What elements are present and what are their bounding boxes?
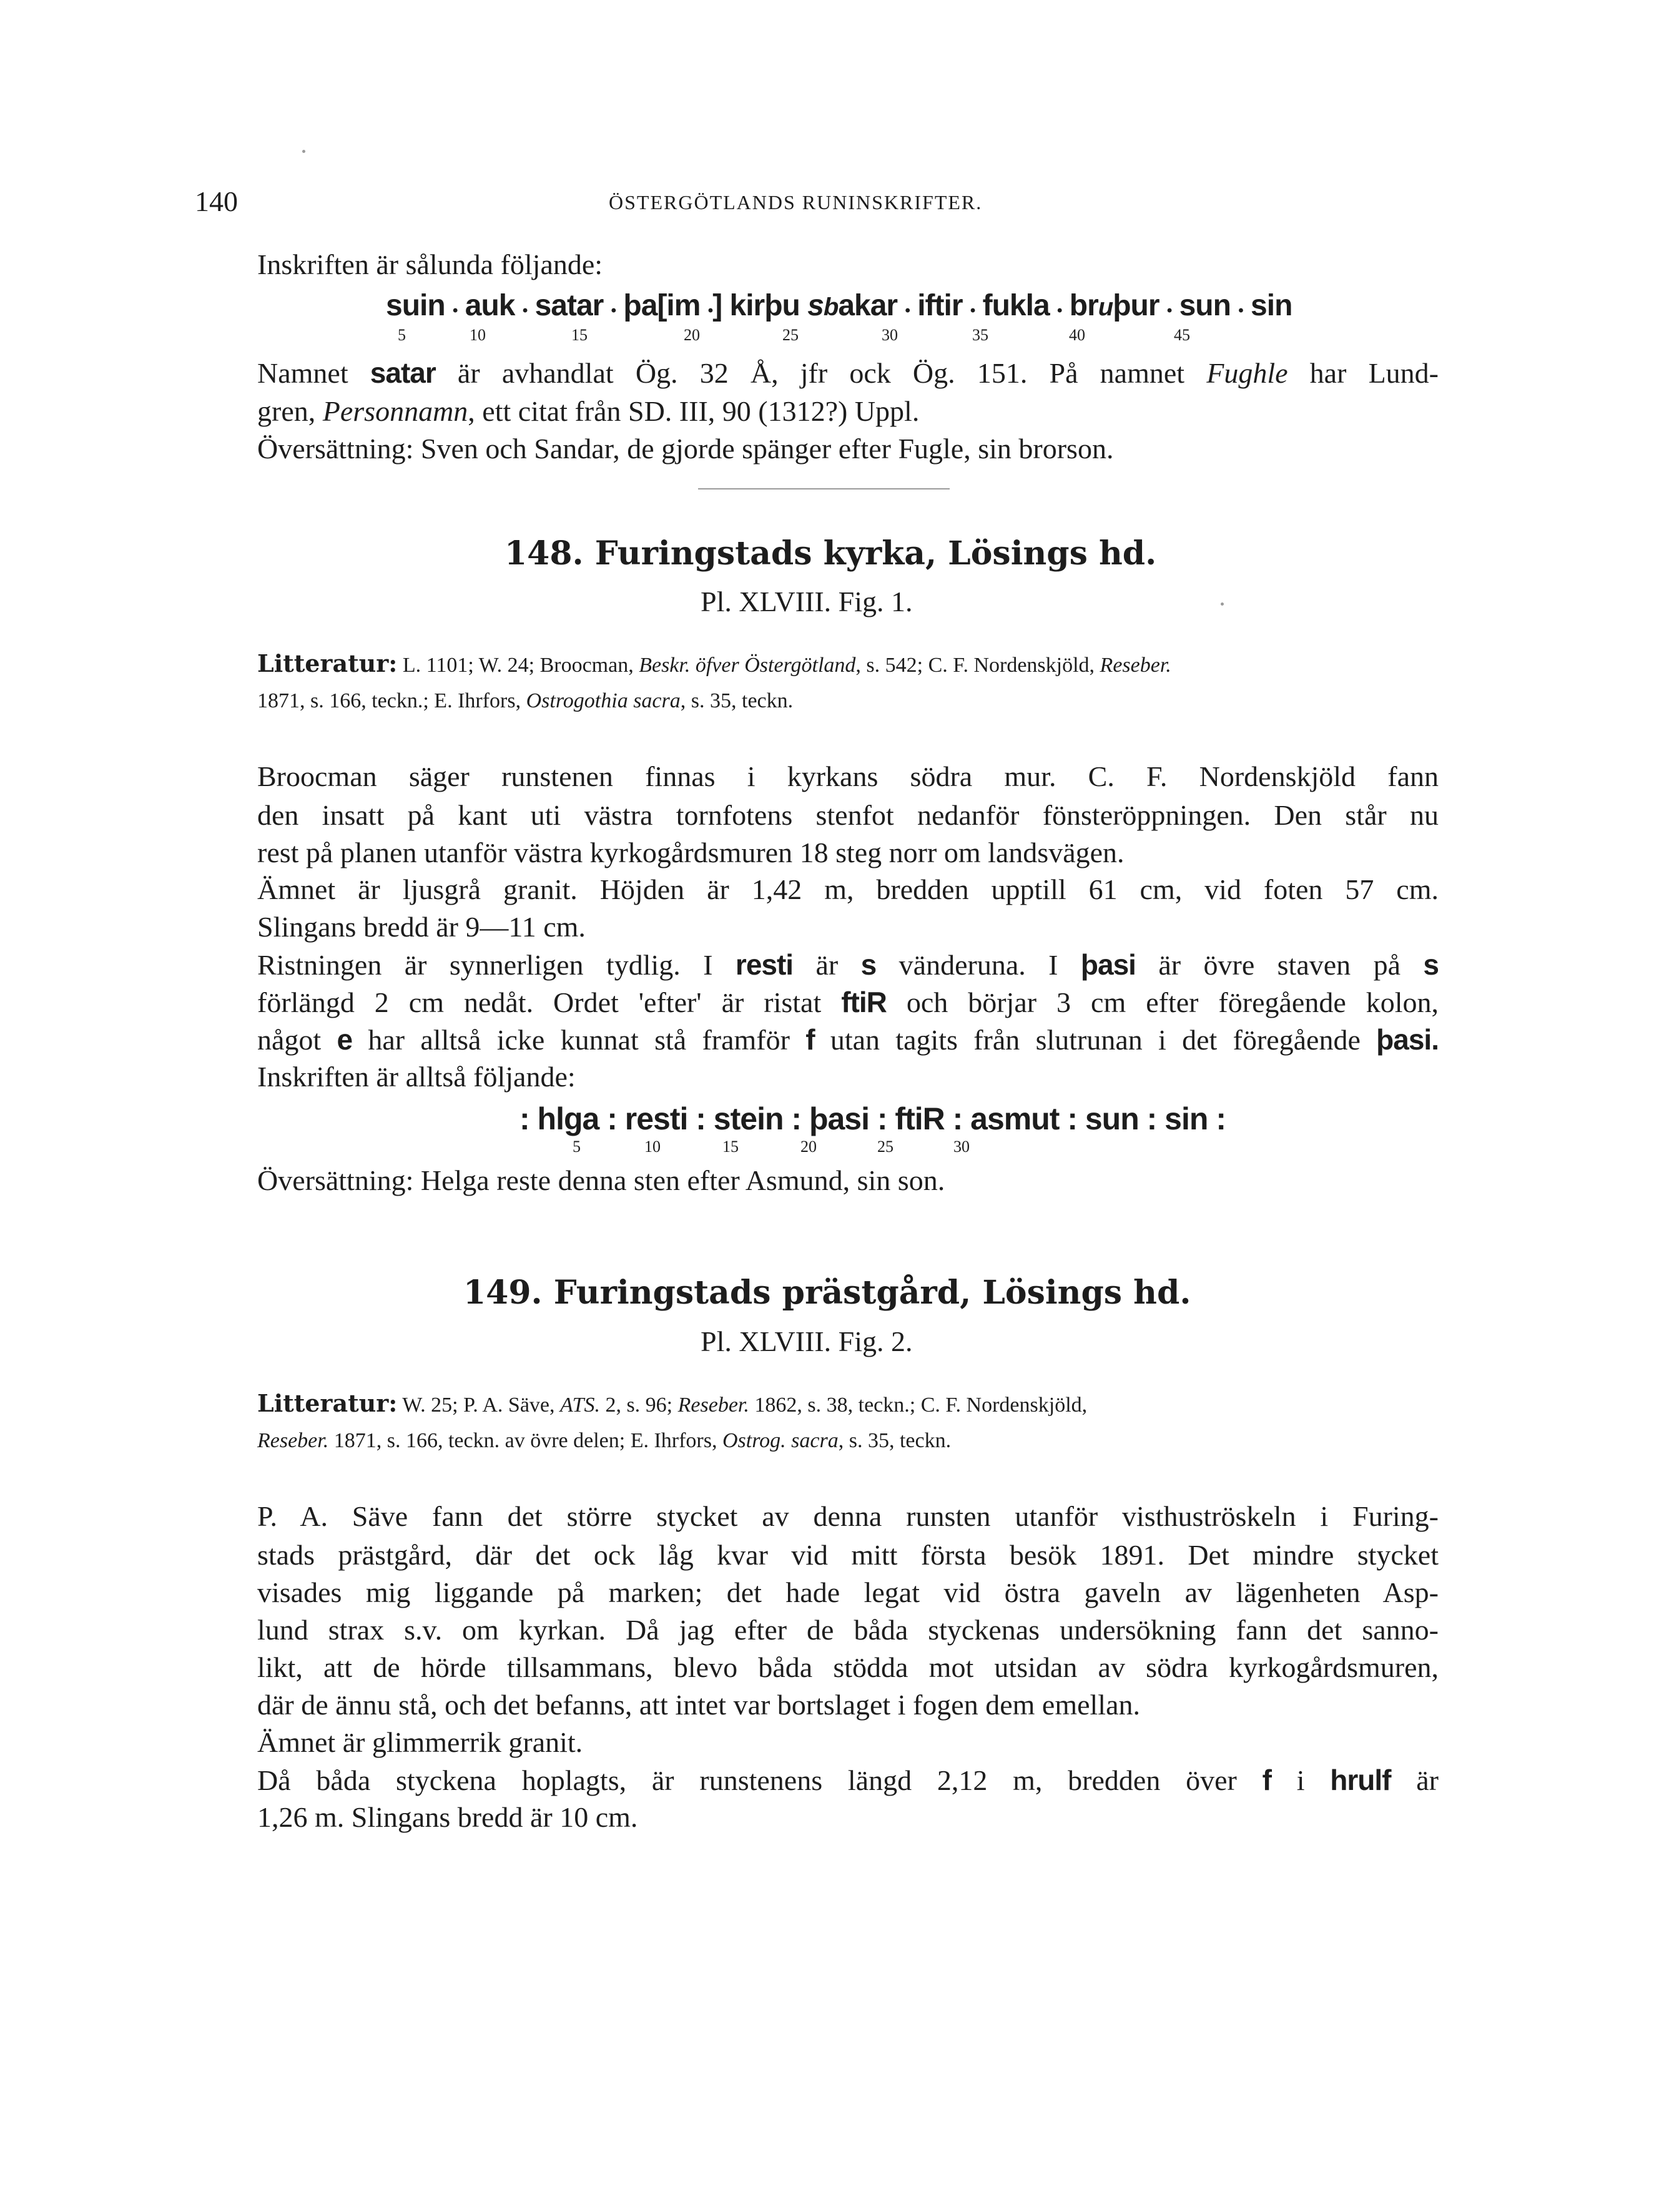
paragraph-line: Slingans bredd är 9—11 cm.: [257, 911, 586, 943]
paragraph-line: visades mig liggande på marken; det hade legat vid östra gaveln av lägenheten Asp-: [257, 1576, 1439, 1608]
paragraph-line: förlängd 2 cm nedåt. Ordet 'efter' är ristat ftiR och börjar 3 cm efter föregående kolon,: [257, 986, 1439, 1018]
paragraph-line: lund strax s.v. om kyrkan. Då jag efter de båda styckenas undersökning fann det sanno-: [257, 1614, 1439, 1646]
runic-transliteration: : hlga : resti : stein : þasi : ftiR : asmut : sun : sin :: [519, 1101, 1226, 1136]
literature-line: Litteratur: L. 1101; W. 24; Broocman, Beskr. öfver Östergötland, s. 542; C. F. Nordenskjöld, Reseber.: [257, 649, 1171, 677]
paragraph-line: gren, Personnamn, ett citat från SD. III, 90 (1312?) Uppl.: [257, 395, 920, 427]
section-heading-149: 149. Furingstads prästgård, Lösings hd.: [463, 1274, 1191, 1312]
paragraph-line: stads prästgård, där det ock låg kvar vid mitt första besök 1891. Det mindre stycket: [257, 1539, 1439, 1571]
paragraph-line: den insatt på kant uti västra tornfotens stenfot nedanför fönsteröppningen. Den står nu: [257, 799, 1439, 831]
inscription-intro: Inskriften är sålunda följande:: [257, 248, 603, 280]
paragraph-line: Ristningen är synnerligen tydlig. I resti är s vänderuna. I þasi är övre staven på s: [257, 948, 1439, 981]
paper-speck: [302, 150, 305, 153]
page-number: 140: [195, 185, 238, 217]
literature-line: Litteratur: W. 25; P. A. Säve, ATS. 2, s. 96; Reseber. 1862, s. 38, teckn.; C. F. Nordenskjöld,: [257, 1389, 1088, 1417]
paragraph-line: något e har alltså icke kunnat stå framför f utan tagits från slutrunan i det föregående þasi.: [257, 1023, 1439, 1056]
section-heading-148: 148. Furingstads kyrka, Lösings hd.: [505, 534, 1157, 573]
runic-transliteration: suin • auk • satar • þa[im •] kirþu sbakar • iftir • fukla • bruþur • sun • sin: [386, 289, 1292, 322]
running-title: ÖSTERGÖTLANDS RUNINSKRIFTER.: [609, 191, 983, 214]
paragraph-line: Broocman säger runstenen finnas i kyrkans södra mur. C. F. Nordenskjöld fann: [257, 760, 1439, 792]
paragraph-line: Namnet satar är avhandlat Ög. 32 Å, jfr ock Ög. 151. På namnet Fughle har Lund-: [257, 356, 1439, 389]
paragraph-line: Ämnet är ljusgrå granit. Höjden är 1,42 m, bredden upptill 61 cm, vid foten 57 cm.: [257, 873, 1439, 905]
paper-speck: [1221, 602, 1224, 606]
paragraph-line: 1,26 m. Slingans bredd är 10 cm.: [257, 1801, 638, 1833]
section-divider: [698, 488, 950, 489]
paragraph-line: likt, att de hörde tillsammans, blevo båda stödda mot utsidan av södra kyrkogårdsmuren,: [257, 1651, 1439, 1683]
translation-147: Översättning: Sven och Sandar, de gjorde spänger efter Fugle, sin brorson.: [257, 433, 1114, 465]
paragraph-line: Då båda styckena hoplagts, är runstenens längd 2,12 m, bredden över f i hrulf är: [257, 1764, 1439, 1796]
paragraph-line: där de ännu stå, och det befanns, att intet var bortslaget i fogen dem emellan.: [257, 1689, 1141, 1721]
plate-reference-148: Pl. XLVIII. Fig. 1.: [701, 586, 913, 617]
paragraph-line: rest på planen utanför västra kyrkogårdsmuren 18 steg norr om landsvägen.: [257, 837, 1125, 868]
translation-148: Översättning: Helga reste denna sten efter Asmund, sin son.: [257, 1164, 945, 1196]
literature-line: Reseber. 1871, s. 166, teckn. av övre delen; E. Ihrfors, Ostrog. sacra, s. 35, teckn.: [257, 1429, 952, 1452]
book-page: 140 ÖSTERGÖTLANDS RUNINSKRIFTER. Inskriften är sålunda följande: suin • auk • satar • þa[im •] kirþu sbakar • iftir • fukla • bruþur • sun • sin 5 10 15 20 25 30 35 40 45 Namnet satar är avhandlat Ög. 32 Å, jfr ock Ög. 151. På namnet Fughle har Lund- gren, Personnamn, ett citat från SD. III, 90 (1312?) Uppl. Översättning: Sven och Sandar, de gjorde spänger efter Fugle, sin brorson. 148. Furingstads kyrka, Lösings hd. Pl. XLVIII. Fig. 1. Litteratur: L. 1101; W. 24; Broocman, Beskr. öfver Östergötland, s. 542; C. F. Nordenskjöld, Reseber. 1871, s. 166, teckn.; E. Ihrfors, Ostrogothia sacra, s. 35, teckn. Broocman säger runstenen finnas i kyrkans södra mur. C. F. Nordenskjöld fann den insatt på kant uti västra tornfotens stenfot nedanför fönsteröppningen. Den står nu rest på planen utanför västra kyrkogårdsmuren 18 steg norr om landsvägen. Ämnet är ljusgrå granit. Höjden är 1,42 m, bredden upptill 61 cm, vid foten 57 cm. Slingans bredd är 9—11 cm. Ristningen är synnerligen tydlig. I resti är s vänderuna. I þasi är övre staven på s förlängd 2 cm nedåt. Ordet 'efter' är ristat ftiR och börjar 3 cm efter föregående kolon, något e har alltså icke kunnat stå framför f utan tagits från slutrunan i det föregående þasi. Inskriften är alltså följande: : hlga : resti : stein : þasi : ftiR : asmut : sun : sin : 5 10 15 20 25 30 Översättning: Helga reste denna sten efter Asmund, sin son. 149. Furingstads prästgård, Lösings hd. Pl. XLVIII. Fig. 2. Litteratur: W. 25; P. A. Säve, ATS. 2, s. 96; Reseber. 1862, s. 38, teckn.; C. F. Nordenskjöld, Reseber. 1871, s. 166, teckn. av övre delen; E. Ihrfors, Ostrog. sacra, s. 35, teckn. P. A. Säve fann det större stycket av denna runsten utanför visthuströskeln i Furing- stads prästgård, där det ock låg kvar vid mitt första besök 1891. Det mindre stycket visades mig liggande på marken; det hade legat vid östra gaveln av lägenheten Asp- lund strax s.v. om kyrkan. Då jag efter de båda styckenas undersökning fann det sanno- likt, att de hörde tillsammans, blevo båda stödda mot utsidan av södra kyrkogårdsmuren, där de ännu stå, och det befanns, att intet var bortslaget i fogen dem emellan. Ämnet är glimmerrik granit. Då båda styckena hoplagts, är runstenens längd 2,12 m, bredden över f i hrulf är 1,26 m. Slingans bredd är 10 cm.: [0, 0, 1659, 2212]
plate-reference-149: Pl. XLVIII. Fig. 2.: [701, 1325, 913, 1357]
paragraph-line: P. A. Säve fann det större stycket av denna runsten utanför visthuströskeln i Furing-: [257, 1500, 1439, 1532]
paragraph-line: Ämnet är glimmerrik granit.: [257, 1726, 583, 1758]
inscription-intro: Inskriften är alltså följande:: [257, 1061, 576, 1093]
literature-line: 1871, s. 166, teckn.; E. Ihrfors, Ostrogothia sacra, s. 35, teckn.: [257, 689, 794, 712]
